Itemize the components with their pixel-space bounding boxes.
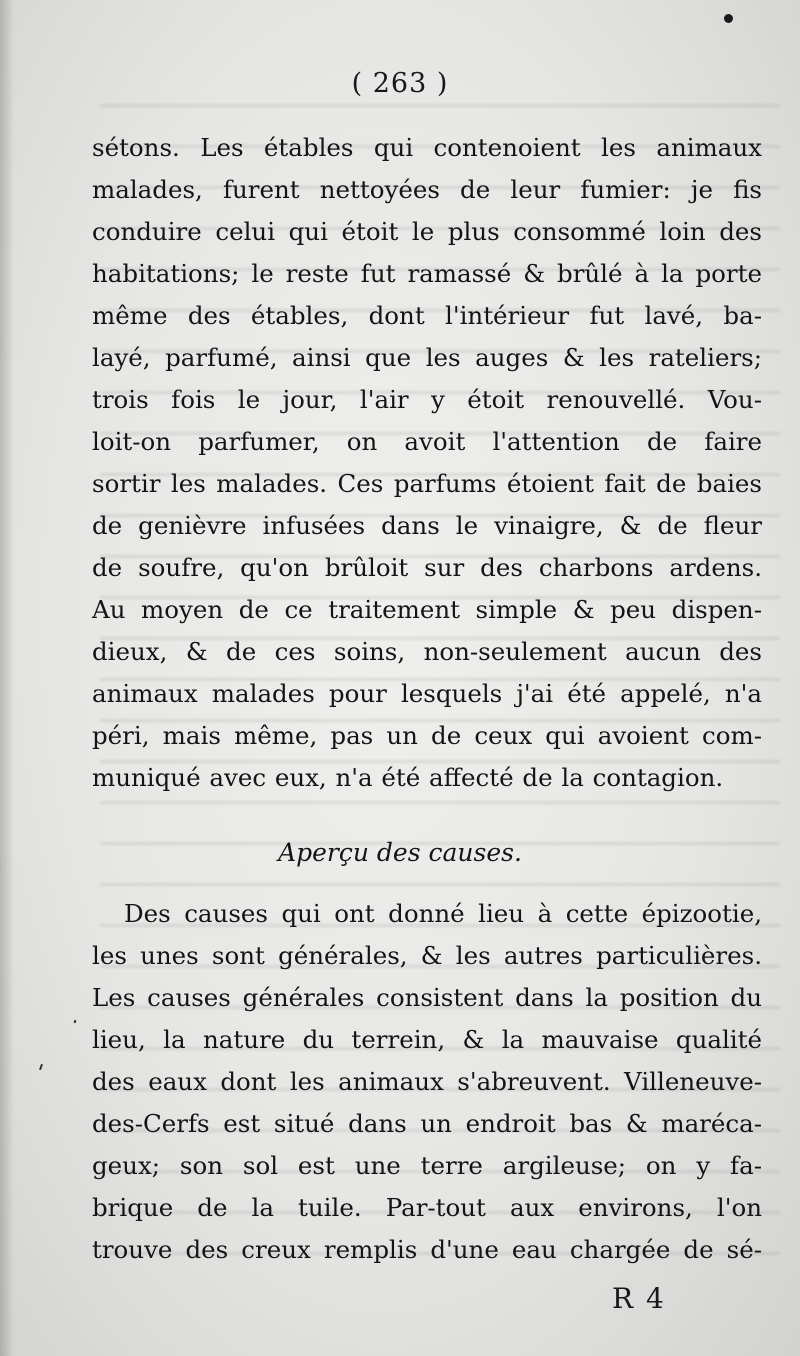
text-line: malades, furent nettoyées de leur fumier: je fis [92,175,762,204]
text-line: trois fois le jour, l'air y étoit renouvellé. Vou- [92,385,762,414]
paragraph-2 [92,893,762,1271]
signature-mark: R 4 [612,1282,666,1315]
text-line: de genièvre infusées dans le vinaigre, & de fleur [92,511,762,540]
text-line: sétons. Les étables qui contenoient les animaux [92,133,762,162]
text-line: brique de la tuile. Par-tout aux environs, l'on [92,1193,762,1222]
text-line: des-Cerfs est situé dans un endroit bas & maréca- [92,1109,762,1138]
text-line: de soufre, qu'on brûloit sur des charbons ardens. [92,553,762,582]
stray-mark [39,1064,43,1070]
text-line: des eaux dont les animaux s'abreuvent. Villeneuve- [92,1067,762,1096]
text-line: péri, mais même, pas un de ceux qui avoient com- [92,721,762,750]
text-line: dieux, & de ces soins, non-seulement aucun des [92,637,762,666]
text-line: loit-on parfumer, on avoit l'attention de faire [92,427,762,456]
text-line: habitations; le reste fut ramassé & brûlé à la porte [92,259,762,288]
paragraph-1 [92,127,762,799]
page-number: ( 263 ) [351,68,449,99]
text-line: Des causes qui ont donné lieu à cette épizootie, [124,899,762,928]
page-edge-shadow [0,0,14,1356]
text-line: sortir les malades. Ces parfums étoient fait de baies [92,469,762,498]
text-line: layé, parfumé, ainsi que les auges & les rateliers; [92,343,762,372]
text-line: Les causes générales consistent dans la position du [92,983,762,1012]
text-line: Au moyen de ce traitement simple & peu dispen- [92,595,762,624]
section-heading: Aperçu des causes. [278,838,522,867]
text-line: les unes sont générales, & les autres particulières. [92,941,762,970]
text-line: conduire celui qui étoit le plus consommé loin des [92,217,762,246]
ink-spot [724,14,733,23]
text-line: muniqué avec eux, n'a été affecté de la contagion. [92,763,724,792]
text-line: animaux malades pour lesquels j'ai été appelé, n'a [92,679,762,708]
text-line: trouve des creux remplis d'une eau chargée de sé- [92,1235,762,1264]
text-line: geux; son sol est une terre argileuse; on y fa- [92,1151,762,1180]
stray-mark [74,1020,77,1024]
text-line: même des étables, dont l'intérieur fut lavé, ba- [92,301,762,330]
text-line: lieu, la nature du terrein, & la mauvaise qualité [92,1025,762,1054]
